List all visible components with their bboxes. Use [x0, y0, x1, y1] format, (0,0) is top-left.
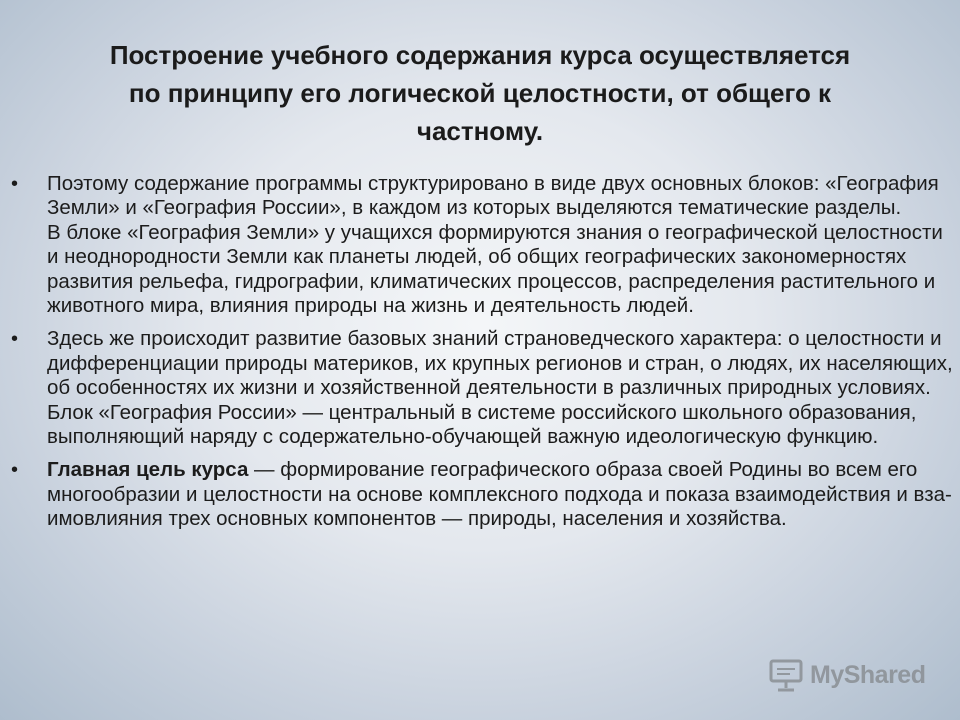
watermark — [768, 655, 925, 695]
bullet-item-1 — [10, 172, 955, 318]
watermark-text: MyShared — [810, 660, 926, 689]
bullet-item-3 — [10, 458, 955, 531]
presentation-board-icon — [768, 657, 804, 693]
title-line-1: Построение учебного содержания курса осуществляется — [109, 40, 851, 70]
title-line-3: частному. — [416, 116, 544, 146]
bullet-marker: • — [11, 328, 19, 351]
bullet-3-text — [47, 458, 955, 531]
bullet-1-paragraph-2: В блоке «География Земли» у учащихся формируются знания о географической целостности и неоднородности Земли как планеты людей, об общих географических закономерностях развития рельефа, гидрографии, климатических процессов, распределения растительного и животного мира, влияния природы на жизнь и деятельность людей. — [47, 220, 943, 318]
bullet-item-2 — [10, 327, 955, 449]
bullet-3-rest: — формирование географического образа своей Родины во всем его многообразии и целостности на основе комплексного подхода и показа взаимодействия и вза-имовлияния трех основных компонентов — природы, населения и хозяйства. — [47, 458, 952, 531]
bullet-marker: • — [11, 173, 19, 195]
bullet-marker: • — [11, 459, 19, 482]
bullet-1-paragraph-1: Поэтому содержание программы структурировано в виде двух основных блоков: «География Земли» и «География России», в каждом из которых выделяются тематические разделы. — [47, 172, 939, 220]
bullet-3-bold-lead: Главная цель курса — [47, 458, 249, 482]
bullet-list — [10, 172, 955, 541]
title-line-2: по принципу его логической целостности, от общего к — [128, 78, 832, 108]
slide-title — [40, 36, 920, 150]
bullet-2-text: Здесь же происходит развитие базовых знаний страноведческого характера: о целостности и дифференциации природы материков, их крупных регионов и стран, о людях, их населяющих, об особенностях их жизни и хозяйственной деятельности в различных природных условиях. Блок «География России» — центральный в системе российского школьного образования, выполняющий наряду с содержательно-обучающей важную идеологическую функцию. — [47, 327, 953, 449]
